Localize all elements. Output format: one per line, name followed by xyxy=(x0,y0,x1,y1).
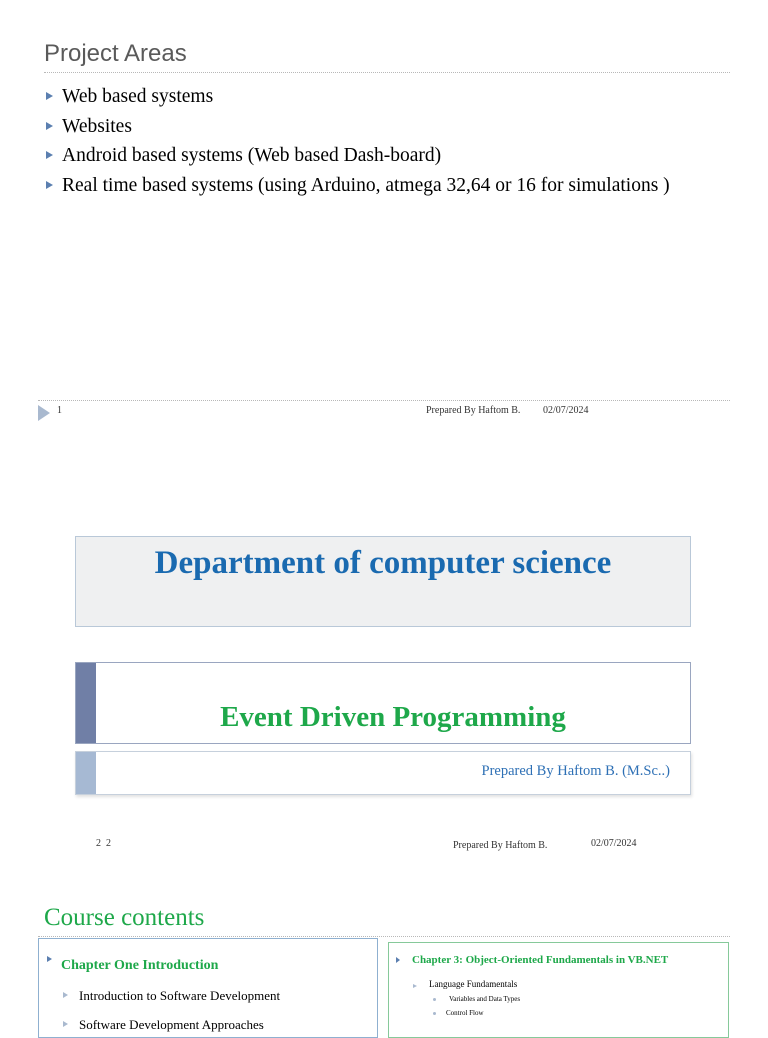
list-item: Introduction to Software Development xyxy=(79,988,281,1003)
footer-date: 02/07/2024 xyxy=(543,405,589,416)
bullet-arrow-icon xyxy=(413,984,417,988)
prepared-by-text: Prepared By Haftom B. (M.Sc..) xyxy=(481,763,670,779)
list-item: Software Development Approaches xyxy=(79,1017,264,1032)
title-divider xyxy=(38,936,730,937)
department-banner xyxy=(75,536,691,627)
bullet-dot-icon xyxy=(433,1012,436,1015)
play-icon xyxy=(38,405,50,421)
project-areas-list xyxy=(44,82,670,200)
content-column-left xyxy=(38,938,378,1038)
slide-number: 1 xyxy=(57,405,62,416)
bullet-arrow-icon xyxy=(63,992,68,998)
list-item: Control Flow xyxy=(446,1009,484,1017)
bullet-arrow-icon xyxy=(46,181,53,189)
bullet-dot-icon xyxy=(433,998,436,1001)
footer-author: Prepared By Haftom B. xyxy=(426,405,521,416)
accent-bar xyxy=(76,752,96,794)
chapter-heading: Chapter One Introduction xyxy=(61,958,219,973)
list-item: Websites xyxy=(44,112,670,142)
list-item: Web based systems xyxy=(44,82,670,112)
bullet-arrow-icon xyxy=(396,957,400,963)
slide1-title: Project Areas xyxy=(44,40,187,67)
bullet-arrow-icon xyxy=(46,92,53,100)
bullet-arrow-icon xyxy=(47,956,52,962)
course-contents-title: Course contents xyxy=(44,904,205,931)
slide-number: 2 2 xyxy=(96,838,111,849)
title-divider xyxy=(44,72,730,73)
list-item: Language Fundamentals xyxy=(429,979,518,989)
prepared-by-box xyxy=(75,751,691,795)
department-title: Department of computer science xyxy=(154,545,612,581)
course-title-box xyxy=(75,662,691,744)
list-item: Android based systems (Web based Dash-board) xyxy=(44,141,670,171)
bullet-arrow-icon xyxy=(46,122,53,130)
chapter-heading: Chapter 3: Object-Oriented Fundamentals in VB.NET xyxy=(412,954,669,966)
course-title: Event Driven Programming xyxy=(220,701,566,733)
footer-author: Prepared By Haftom B. xyxy=(453,840,548,851)
accent-bar xyxy=(76,663,96,743)
bullet-arrow-icon xyxy=(63,1021,68,1027)
list-item: Real time based systems (using Arduino, atmega 32,64 or 16 for simulations ) xyxy=(44,171,670,201)
footer-divider xyxy=(38,400,730,401)
bullet-arrow-icon xyxy=(46,151,53,159)
list-item: Variables and Data Types xyxy=(449,995,521,1003)
footer-date: 02/07/2024 xyxy=(591,838,637,849)
